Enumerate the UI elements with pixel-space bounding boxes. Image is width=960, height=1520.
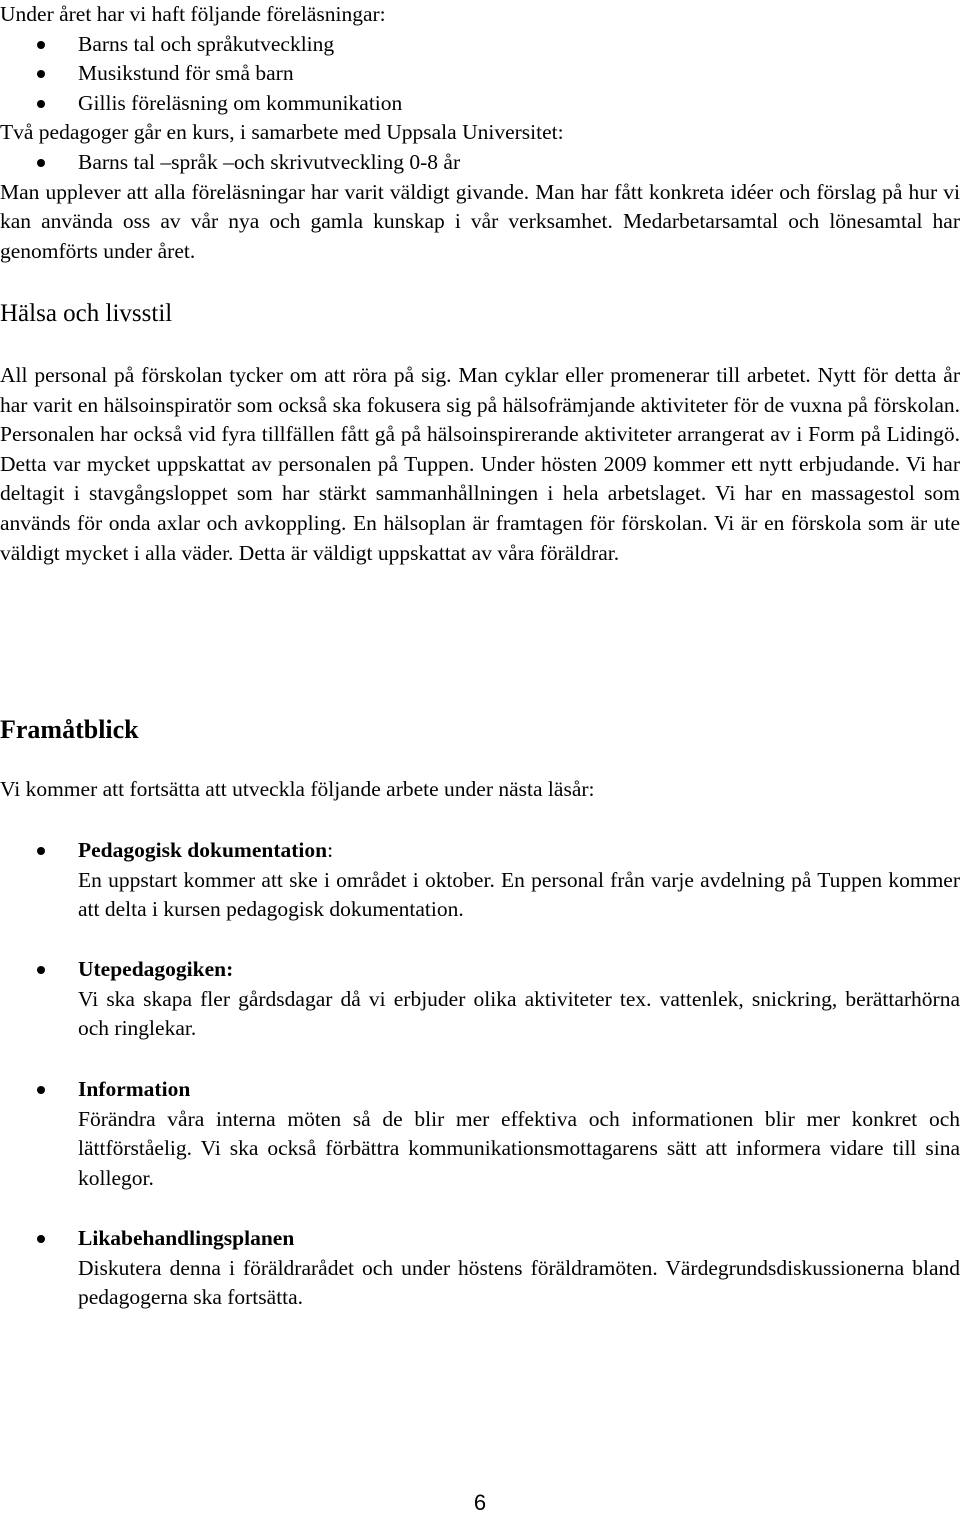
forward-item-title: Information — [78, 1077, 191, 1101]
bullet-icon — [37, 41, 45, 49]
bullet-icon — [37, 966, 45, 974]
list-item-text: Barns tal –språk –och skrivutveckling 0-8 år — [78, 149, 461, 174]
list-item — [0, 148, 960, 178]
bullet-icon — [37, 159, 45, 167]
list-item-text: Gillis föreläsning om kommunikation — [78, 90, 403, 115]
forward-item-title: Likabehandlingsplanen — [78, 1226, 295, 1250]
lectures-intro: Under året har vi haft följande föreläsningar: — [0, 2, 386, 26]
forward-item-body: Vi ska skapa fler gårdsdagar då vi erbjuder olika aktiviteter tex. vattenlek, snickring, berättarhörna och ringlekar. — [78, 986, 960, 1041]
forward-item-title: Pedagogisk dokumentation — [78, 838, 328, 862]
forward-intro: Vi kommer att fortsätta att utveckla följande arbete under nästa läsår: — [0, 777, 595, 801]
forward-item-outdoor-pedagogy — [0, 955, 960, 1044]
list-item-text: Musikstund för små barn — [78, 61, 294, 86]
bullet-icon — [37, 1235, 45, 1243]
list-item — [0, 30, 960, 60]
forward-item-title: Utepedagogiken: — [78, 957, 234, 981]
summary-paragraph: Man upplever att alla föreläsningar har varit väldigt givande. Man har fått konkreta idéer och förslag på hur vi kan använda oss av vår nya och gamla kunskap i vår verksamhet. Medarbetarsamtal och lönesamtal har genomförts under året. — [0, 179, 960, 263]
health-paragraph: All personal på förskolan tycker om att röra på sig. Man cyklar eller promenerar till arbetet. Nytt för detta år har varit en hälsoinspiratör som också ska fokusera sig på hälsofrämjande aktiviteter för de vuxna på förskolan. Personalen har också vid fyra tillfällen fått gå på hälsoinspirerande aktiviteter arrangerat av i Form på Lidingö. Detta var mycket uppskattat av personalen på Tuppen. Under hösten 2009 kommer ett nytt erbjudande. Vi har deltagit i stavgångsloppet som har stärkt sammanhållningen i hela arbetslaget. Vi har en massagestol som används för onda axlar och avkoppling. En hälsoplan är framtagen för förskolan. Vi är en förskola som är ute väldigt mycket i alla väder. Detta är väldigt uppskattat av våra föräldrar. — [0, 363, 960, 565]
list-item — [0, 89, 960, 119]
course-intro: Två pedagoger går en kurs, i samarbete med Uppsala Universitet: — [0, 120, 564, 145]
forward-item-suffix: : — [327, 838, 334, 862]
forward-item-body: Diskutera denna i föräldrarådet och under höstens föräldramöten. Värdegrundsdiskussionerna bland pedagogerna ska fortsätta. — [78, 1255, 960, 1310]
forward-item-information — [0, 1075, 960, 1193]
bullet-icon — [37, 100, 45, 108]
forward-item-equal-treatment — [0, 1224, 960, 1313]
course-list — [0, 148, 960, 178]
lectures-list — [0, 30, 960, 119]
list-item — [0, 59, 960, 89]
section-heading-forward: Framåtblick — [0, 715, 139, 744]
section-heading-health: Hälsa och livsstil — [0, 300, 173, 327]
page-number: 6 — [473, 1490, 487, 1515]
list-item-text: Barns tal och språkutveckling — [78, 31, 335, 56]
forward-item-body: Förändra våra interna möten så de blir mer effektiva och informationen blir mer konkret och lättförståelig. Vi ska också förbättra kommunikationsmottagarens sätt att informera vidare till sina kollegor. — [78, 1106, 960, 1190]
bullet-icon — [37, 847, 45, 855]
bullet-icon — [37, 1086, 45, 1094]
bullet-icon — [37, 70, 45, 78]
forward-item-documentation — [0, 836, 960, 925]
forward-item-body: En uppstart kommer att ske i området i oktober. En personal från varje avdelning på Tuppen kommer att delta i kursen pedagogisk dokumentation. — [78, 867, 960, 922]
lectures-section — [0, 0, 960, 266]
